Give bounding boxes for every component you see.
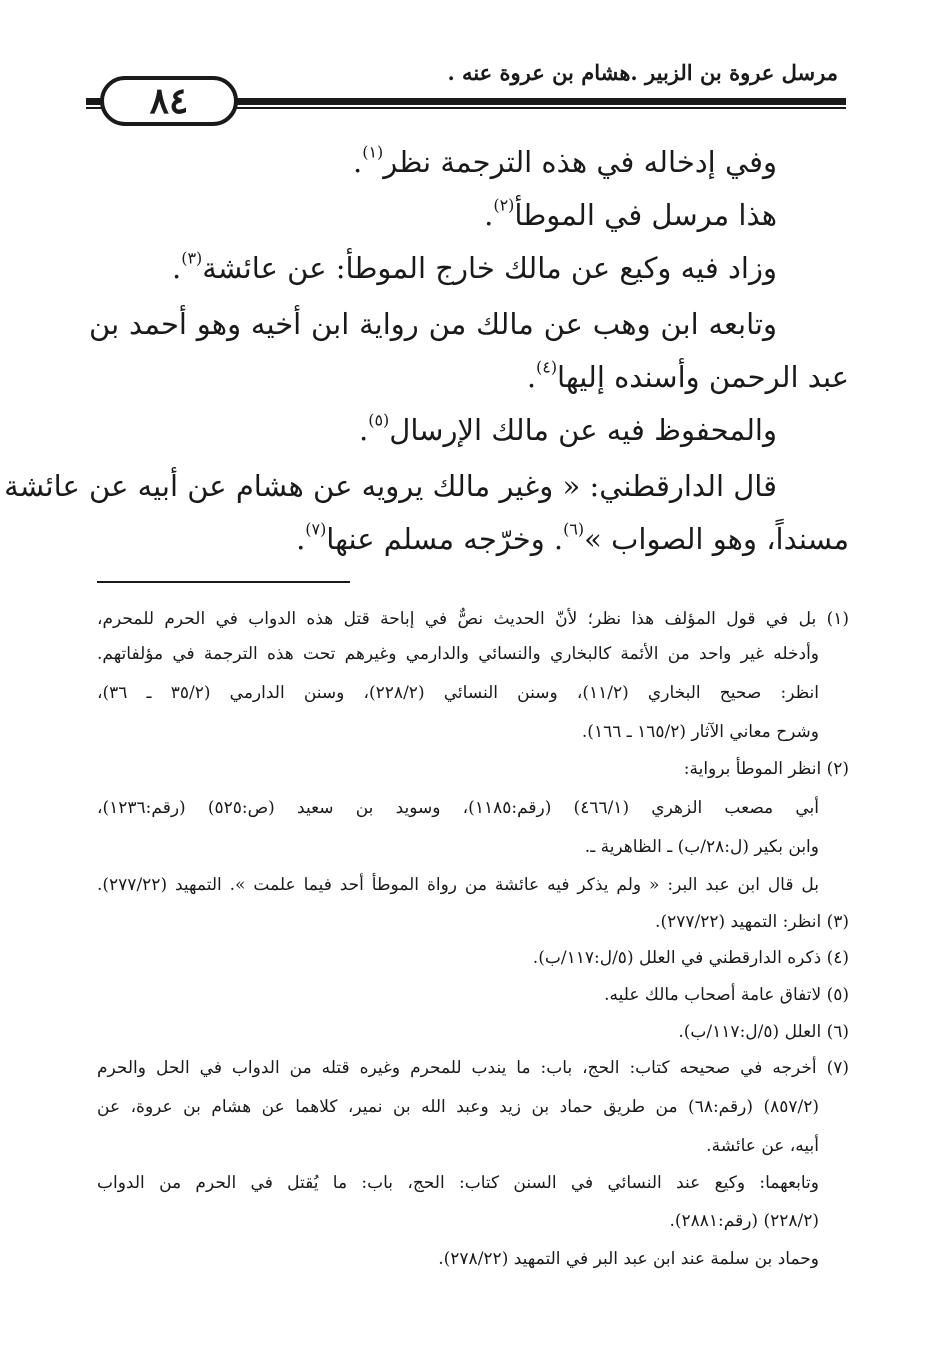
footnote-line: وأدخله غير واحد من الأئمة كالبخاري والنسائي والدارمي وغيرهم تحت هذه الترجمة في مؤلفاتهم. [97, 644, 819, 664]
footnote-ref: (٤) [536, 357, 558, 377]
footnote-line: (٦) العلل (٥/ل:١١٧/ب). [678, 1022, 849, 1042]
text-line: قال الدارقطني: « وغير مالك يرويه عن هشام عن أبيه عن عائشة [4, 469, 777, 503]
footnote-line: وحماد بن سلمة عند ابن عبد البر في التمهيد (٢٧٨/٢٢). [438, 1249, 819, 1269]
footnote-line: وابن بكير (ل:٢٨/ب) ـ الظاهرية ـ. [584, 837, 819, 857]
footnote-line: أبيه، عن عائشة. [706, 1136, 819, 1156]
footnote-ref: (١) [362, 142, 384, 162]
running-title: مرسل عروة بن الزبير .هشام بن عروة عنه . [447, 60, 838, 85]
text-line: مسنداً، وهو الصواب »$^{(٦)}$. وخرّجه مسلم عنها$^{(٧)}$. [296, 519, 849, 556]
page-number: ٨٤ [100, 76, 238, 126]
footnote-line: (٢٢٨/٢) (رقم:٢٨٨١). [669, 1211, 819, 1231]
footnote-line: وشرح معاني الآثار (١٦٥/٢ ـ ١٦٦). [581, 722, 819, 742]
footnote-line: (٨٥٧/٢) (رقم:٦٨) من طريق حماد بن زيد وعبد الله بن نمير، كلاهما عن هشام بن عروة، عن [97, 1097, 819, 1117]
footnote-line: انظر: صحيح البخاري (١١/٢)، وسنن النسائي (٢٢٨/٢)، وسنن الدارمي (٣٥/٢ ـ ٣٦)، [97, 683, 819, 703]
footnote-line: (٧) أخرجه في صحيحه كتاب: الحج، باب: ما يندب للمحرم وغيره قتله من الدواب في الحل والحرم [97, 1058, 849, 1078]
footnote-line: بل قال ابن عبد البر: « ولم يذكر فيه عائشة من رواة الموطأ أحد فيما علمت ». التمهيد (٢٧٧/٢٢). [97, 875, 819, 895]
footnote-ref: (٣) [181, 248, 203, 268]
footnote-line: أبي مصعب الزهري (٤٦٦/١) (رقم:١١٨٥)، وسويد بن سعيد (ص:٥٢٥) (رقم:١٢٣٦)، [97, 798, 819, 818]
footnote-ref: (٦) [563, 519, 585, 539]
text-line: وتابعه ابن وهب عن مالك من رواية ابن أخيه وهو أحمد بن [89, 307, 777, 341]
text-line: وفي إدخاله في هذه الترجمة نظر$^{(١)}$. [353, 142, 777, 179]
footnote-line: (١) بل في قول المؤلف هذا نظر؛ لأنّ الحديث نصٌّ في إباحة قتل هذه الدواب في الحرم للمحرم، [97, 609, 849, 629]
text-line: والمحفوظ فيه عن مالك الإرسال$^{(٥)}$. [359, 410, 777, 447]
text-line: عبد الرحمن وأسنده إليها$^{(٤)}$. [526, 357, 849, 394]
footnote-line: (٣) انظر: التمهيد (٢٧٧/٢٢). [655, 912, 849, 932]
page-header [86, 56, 846, 126]
footnote-separator [97, 581, 350, 583]
footnote-ref: (٢) [493, 195, 515, 215]
footnote-line: (٢) انظر الموطأ برواية: [683, 759, 849, 779]
footnote-line: وتابعهما: وكيع عند النسائي في السنن كتاب: الحج، باب: ما يُقتل في الحرم من الدواب [97, 1173, 819, 1193]
text-line: هذا مرسل في الموطأ$^{(٢)}$. [484, 195, 777, 232]
footnote-line: (٥) لاتفاق عامة أصحاب مالك عليه. [604, 985, 849, 1005]
footnote-line: (٤) ذكره الدارقطني في العلل (٥/ل:١١٧/ب). [532, 948, 849, 968]
text-line: وزاد فيه وكيع عن مالك خارج الموطأ: عن عائشة$^{(٣)}$. [172, 248, 777, 285]
footnote-ref: (٧) [305, 519, 327, 539]
footnote-ref: (٥) [368, 410, 390, 430]
